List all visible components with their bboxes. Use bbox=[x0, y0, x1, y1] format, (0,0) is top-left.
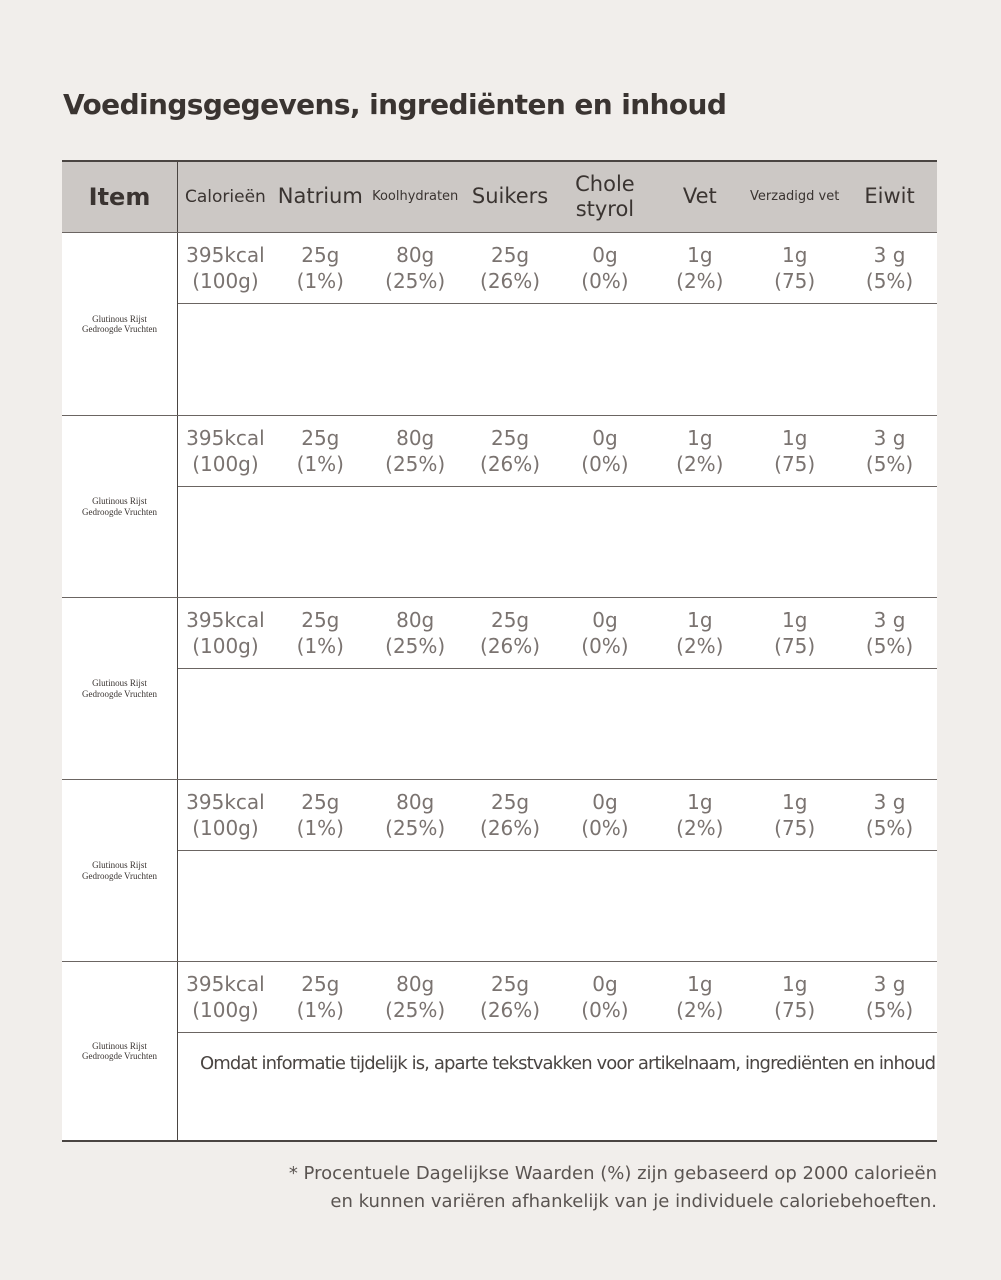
footnote-line-2: en kunnen variëren afhankelijk van je individuele caloriebehoeften. bbox=[330, 1190, 937, 1212]
header-fat: Vet bbox=[682, 184, 717, 209]
value-saturated-fat: 1g (75) bbox=[774, 972, 816, 1022]
value-calories: 395kcal (100g) bbox=[186, 790, 265, 840]
value-sugars: 25g (26%) bbox=[480, 608, 541, 658]
value-protein: 3 g (5%) bbox=[865, 243, 914, 293]
value-sodium: 25g (1%) bbox=[296, 608, 344, 658]
value-protein: 3 g (5%) bbox=[865, 608, 914, 658]
row-item-name: Glutinous Rijst Gedroogde Vruchten bbox=[62, 962, 178, 1140]
footnote bbox=[289, 1160, 937, 1216]
value-sodium: 25g (1%) bbox=[296, 426, 344, 476]
row-values bbox=[178, 233, 937, 304]
row-body bbox=[178, 416, 937, 597]
row-values bbox=[178, 416, 937, 487]
value-sugars: 25g (26%) bbox=[480, 972, 541, 1022]
value-saturated-fat: 1g (75) bbox=[774, 426, 816, 476]
row-item-name: Glutinous Rijst Gedroogde Vruchten bbox=[62, 598, 178, 779]
value-fat: 1g (2%) bbox=[676, 243, 724, 293]
value-fat: 1g (2%) bbox=[676, 608, 724, 658]
row-body bbox=[178, 598, 937, 779]
ingredients-text bbox=[178, 304, 937, 415]
value-carbs: 80g (25%) bbox=[385, 608, 446, 658]
value-fat: 1g (2%) bbox=[676, 426, 724, 476]
ingredients-text bbox=[178, 669, 937, 779]
header-saturated-fat: Verzadigd vet bbox=[750, 189, 840, 205]
value-calories: 395kcal (100g) bbox=[186, 972, 265, 1022]
value-sodium: 25g (1%) bbox=[296, 972, 344, 1022]
header-sodium: Natrium bbox=[277, 184, 363, 209]
value-protein: 3 g (5%) bbox=[865, 790, 914, 840]
header-carbs: Koolhydraten bbox=[372, 189, 459, 205]
footnote-line-1: * Procentuele Dagelijkse Waarden (%) zijn gebaseerd op 2000 calorieën bbox=[288, 1163, 937, 1184]
value-cholesterol: 0g (0%) bbox=[581, 426, 629, 476]
value-sugars: 25g (26%) bbox=[480, 790, 541, 840]
value-saturated-fat: 1g (75) bbox=[774, 790, 816, 840]
header-calories: Calorieën bbox=[185, 186, 266, 207]
value-fat: 1g (2%) bbox=[676, 790, 724, 840]
header-protein: Eiwit bbox=[864, 184, 915, 209]
ingredients-note: Omdat informatie tijdelijk is, aparte tekstvakken voor artikelnaam, ingrediënten en inhoud bbox=[200, 1053, 936, 1074]
page-title: Voedingsgegevens, ingrediënten en inhoud bbox=[63, 88, 727, 121]
row-item-name: Glutinous Rijst Gedroogde Vruchten bbox=[62, 780, 178, 961]
row-item-name: Glutinous Rijst Gedroogde Vruchten bbox=[62, 416, 178, 597]
value-calories: 395kcal (100g) bbox=[186, 426, 265, 476]
value-fat: 1g (2%) bbox=[676, 972, 724, 1022]
row-values bbox=[178, 598, 937, 669]
value-carbs: 80g (25%) bbox=[385, 972, 446, 1022]
ingredients-text bbox=[178, 851, 937, 961]
value-cholesterol: 0g (0%) bbox=[581, 608, 629, 658]
header-cholesterol: Chole styrol bbox=[575, 171, 635, 221]
header-columns bbox=[178, 162, 937, 232]
header-item: Item bbox=[62, 162, 178, 232]
value-cholesterol: 0g (0%) bbox=[581, 243, 629, 293]
row-values bbox=[178, 962, 937, 1033]
value-carbs: 80g (25%) bbox=[385, 426, 446, 476]
row-values bbox=[178, 780, 937, 851]
value-calories: 395kcal (100g) bbox=[186, 243, 265, 293]
table-header bbox=[62, 162, 937, 233]
value-sodium: 25g (1%) bbox=[296, 243, 344, 293]
nutrition-table bbox=[62, 160, 937, 1142]
value-saturated-fat: 1g (75) bbox=[774, 243, 816, 293]
value-carbs: 80g (25%) bbox=[385, 790, 446, 840]
value-saturated-fat: 1g (75) bbox=[774, 608, 816, 658]
header-sugars: Suikers bbox=[471, 184, 549, 209]
table-row bbox=[62, 416, 937, 598]
row-body bbox=[178, 962, 937, 1140]
table-row bbox=[62, 598, 937, 780]
value-calories: 395kcal (100g) bbox=[186, 608, 265, 658]
row-item-name: Glutinous Rijst Gedroogde Vruchten bbox=[62, 233, 178, 415]
value-cholesterol: 0g (0%) bbox=[581, 972, 629, 1022]
ingredients-text bbox=[178, 487, 937, 597]
value-protein: 3 g (5%) bbox=[865, 426, 914, 476]
value-sodium: 25g (1%) bbox=[296, 790, 344, 840]
table-row bbox=[62, 780, 937, 962]
value-cholesterol: 0g (0%) bbox=[581, 790, 629, 840]
value-sugars: 25g (26%) bbox=[480, 243, 541, 293]
value-carbs: 80g (25%) bbox=[385, 243, 446, 293]
table-row bbox=[62, 962, 937, 1140]
row-body bbox=[178, 780, 937, 961]
table-row bbox=[62, 233, 937, 416]
value-sugars: 25g (26%) bbox=[480, 426, 541, 476]
row-body bbox=[178, 233, 937, 415]
value-protein: 3 g (5%) bbox=[865, 972, 914, 1022]
